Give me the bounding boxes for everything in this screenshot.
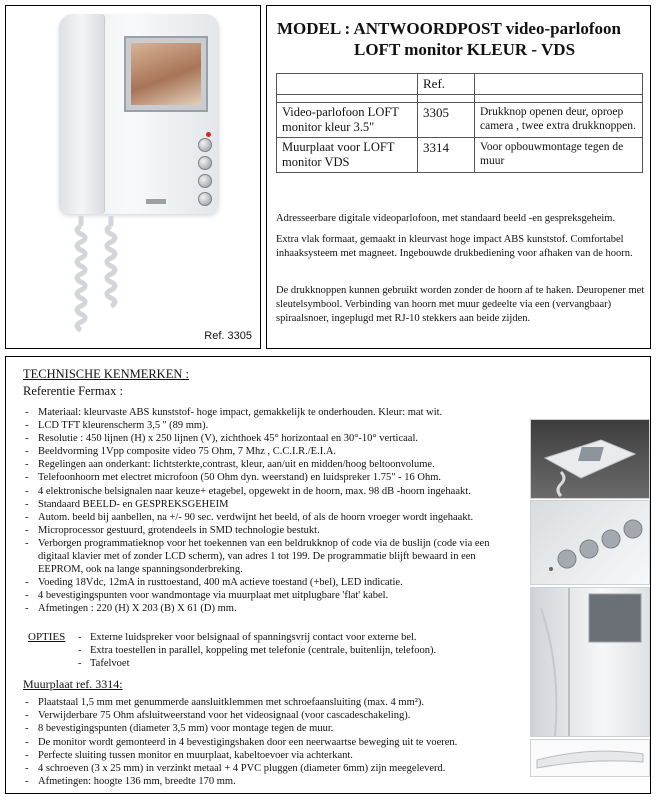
options-list bbox=[78, 631, 436, 670]
table-header-row bbox=[277, 74, 643, 95]
description-cell: Drukknop openen deur, oproep camera , twee extra drukknoppen. bbox=[475, 103, 643, 138]
description-paragraph-3: De drukknoppen kunnen gebruikt worden zonder de hoorn af te haken. Deuropener met sleutelsymbool. Verbinding van hoorn met muur gedeelte via een (vervangbaar) spiraalsnoer, ingeplugd met RJ-10 stekkers aan beide zijden. bbox=[276, 285, 645, 324]
list-item: - Externe luidspreker voor belsignaal of spanningsvrij contact voor externe bel. bbox=[78, 631, 436, 644]
product-name-cell: Muurplaat voor LOFT monitor VDS bbox=[277, 138, 418, 173]
device-button bbox=[198, 138, 212, 152]
thumbnail-monitor-angle bbox=[530, 419, 650, 499]
device-button bbox=[198, 156, 212, 170]
list-item: - Resolutie : 450 lijnen (H) x 250 lijnen (V), zichthoek 45° horizontaal en 30°-10° verticaal. bbox=[23, 432, 523, 445]
list-item: - Voeding 18Vdc, 12mA in rusttoestand, 400 mA actieve toestand (+bel), LED indicatie. bbox=[23, 576, 523, 589]
list-item: - 4 bevestigingspunten voor wandmontage via muurplaat met uitplugbare 'flat' kabel. bbox=[23, 589, 523, 602]
thumbnail-handset-side bbox=[530, 587, 650, 737]
description-paragraph-2: Extra vlak formaat, gemaakt in kleurvast hoge impact ABS kunststof. Comfortabel inhaaksysteem met magneet. Ingebouwde drukbediening voor afhaken van de hoorn. bbox=[276, 234, 633, 259]
spiral-cord-image bbox=[71, 216, 131, 336]
ref-column-header: Ref. bbox=[418, 74, 475, 95]
list-item: - Telefoonhoorn met electret microfoon (50 Ohm dyn. weerstand) en luidspreker 1.75" - 16 Ohm. bbox=[23, 471, 523, 484]
technical-heading: TECHNISCHE KENMERKEN : bbox=[23, 367, 189, 381]
table-row bbox=[277, 103, 643, 138]
description-paragraph-1: Adresseerbare digitale videoparlofoon, met standaard beeld -en gespreksgeheim. bbox=[276, 213, 616, 224]
list-item: - Microprocessor gestuurd, grotendeels in SMD technologie bestukt. bbox=[23, 524, 523, 537]
list-item: - Beeldvorming 1Vpp composite video 75 Ohm, 7 Mhz , C.C.I.R./E.I.A. bbox=[23, 445, 523, 458]
thumbnail-wallplate bbox=[530, 739, 650, 777]
product-photo-panel bbox=[5, 5, 261, 349]
list-item: - 8 bevestigingspunten (diameter 3,5 mm) voor montage tegen de muur. bbox=[23, 722, 543, 735]
list-item: - Afmetingen : 220 (H) X 203 (B) X 61 (D) mm. bbox=[23, 602, 523, 615]
options-label: OPTIES bbox=[28, 631, 66, 643]
thumbnail-buttons-closeup bbox=[530, 500, 650, 585]
brand-logo bbox=[146, 199, 166, 204]
list-item: - De monitor wordt gemonteerd in 4 bevestigingshaken door een neerwaartse beweging uit te voeren. bbox=[23, 736, 543, 749]
list-item: - Extra toestellen in parallel, koppeling met telefonie (centrale, buitenlijn, telefoon). bbox=[78, 644, 436, 657]
device-button bbox=[198, 192, 212, 206]
wallplate-heading: Muurplaat ref. 3314: bbox=[23, 677, 123, 691]
list-item: - Verwijderbare 75 Ohm afsluitweerstand voor het videosignaal (voor cascadeschakeling). bbox=[23, 709, 543, 722]
model-title bbox=[277, 18, 621, 60]
description-cell: Voor opbouwmontage tegen de muur bbox=[475, 138, 643, 173]
ref-cell: 3314 bbox=[418, 138, 475, 173]
handset-image bbox=[59, 14, 105, 214]
table-spacer-row bbox=[277, 95, 643, 103]
reference-label: Referentie Fermax : bbox=[23, 384, 123, 398]
list-item: - LCD TFT kleurenscherm 3,5 '' (89 mm). bbox=[23, 419, 523, 432]
reference-table bbox=[276, 73, 643, 173]
model-title-line1: MODEL : ANTWOORDPOST video-parlofoon bbox=[277, 19, 621, 38]
monitor-screen bbox=[124, 36, 208, 112]
device-button bbox=[198, 174, 212, 188]
ref-cell: 3305 bbox=[418, 103, 475, 138]
list-item: - 4 elektronische belsignalen naar keuze+ etagebel, opgewekt in de hoorn, max. 98 dB -hoorn ingehaakt. bbox=[23, 485, 523, 498]
model-info-panel bbox=[266, 5, 651, 349]
list-item: - Afmetingen: hoogte 136 mm, breedte 170 mm. bbox=[23, 775, 543, 788]
technical-specs-panel bbox=[5, 356, 651, 794]
product-name-cell: Video-parlofoon LOFT monitor kleur 3.5" bbox=[277, 103, 418, 138]
list-item: - Autom. beeld bij aanbellen, na +/- 90 sec. verdwijnt het beeld, of als de hoorn vroeger wordt ingehaakt. bbox=[23, 511, 523, 524]
list-item: - Tafelvoet bbox=[78, 657, 436, 670]
list-item: - Standaard BEELD- en GESPREKSGEHEIM bbox=[23, 498, 523, 511]
list-item: - Materiaal: kleurvaste ABS kunststof- hoge impact, gemakkelijk te onderhouden. Kleur: mat wit. bbox=[23, 406, 523, 419]
wallplate-list bbox=[23, 696, 543, 788]
list-item: - Regelingen aan onderkant: lichtsterkte,contrast, kleur, aan/uit en midden/hoog beltoonvolume. bbox=[23, 458, 523, 471]
spec-list bbox=[23, 406, 523, 616]
model-title-line2: LOFT monitor KLEUR - VDS bbox=[354, 40, 576, 59]
list-item: - Perfecte sluiting tussen monitor en muurplaat, kabeltoevoer via achterkant. bbox=[23, 749, 543, 762]
photo-ref-caption: Ref. 3305 bbox=[204, 330, 252, 342]
table-row bbox=[277, 138, 643, 173]
list-item: - Verborgen programmatieknop voor het toekennen van een beldrukknop of code via de buslijn (code via een digitaal klavier met of zonder LCD scherm), van adres 1 tot 199. De programmatie blijft bewaard in een EEPROM, ook na lange spanningsonderbreking. bbox=[23, 537, 523, 576]
list-item: - Plaatstaal 1,5 mm met genummerde aansluitklemmen met schroefaansluiting (max. 4 mm²). bbox=[23, 696, 543, 709]
list-item: - 4 schroeven (3 x 25 mm) in verzinkt metaal + 4 PVC pluggen (diameter 6mm) zijn meegeleverd. bbox=[23, 762, 543, 775]
led-indicator bbox=[206, 132, 211, 137]
